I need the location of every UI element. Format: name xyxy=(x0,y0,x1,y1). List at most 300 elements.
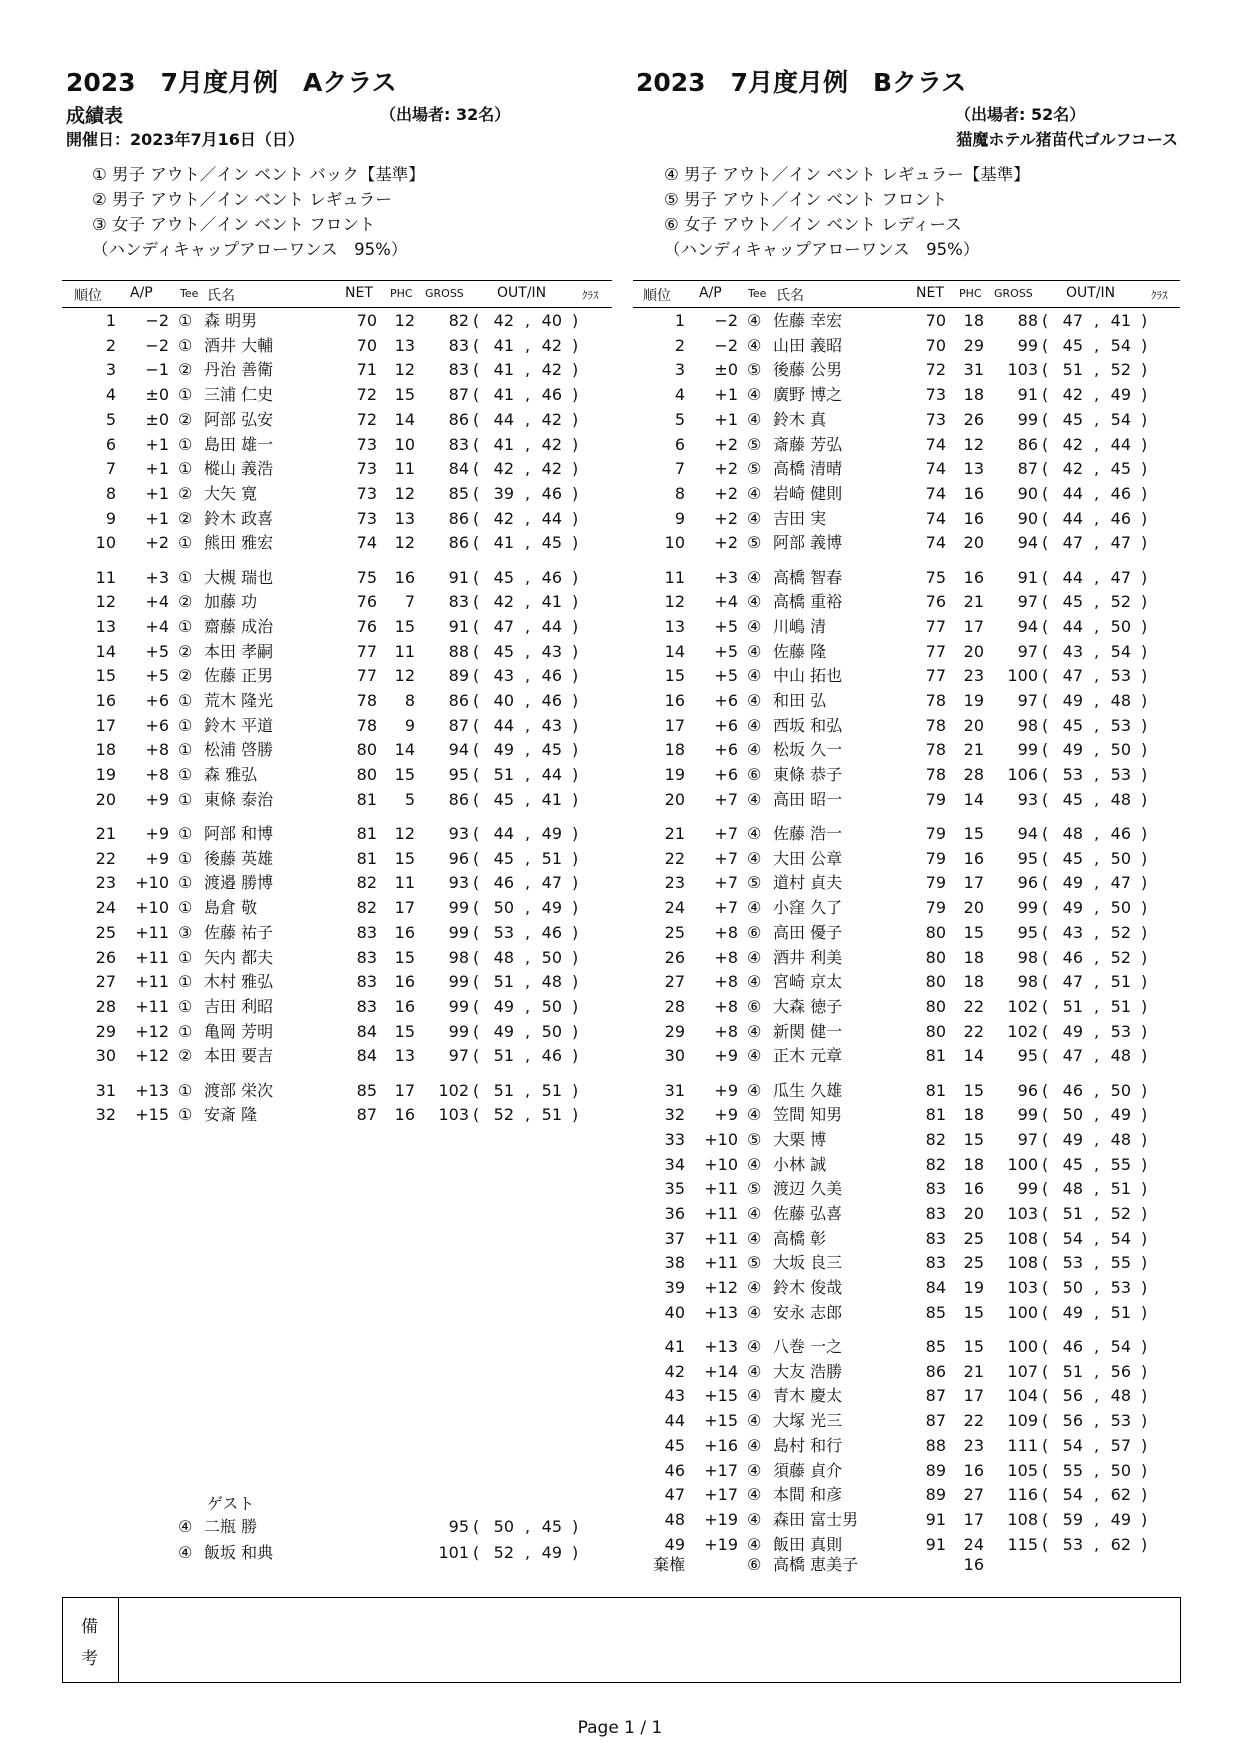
gross-cell: 94 xyxy=(1017,533,1038,553)
tee-cell: ⑤ xyxy=(747,1179,762,1199)
gross-cell: 97 xyxy=(1017,1129,1038,1149)
phc-cell: 25 xyxy=(963,1253,984,1273)
rank-cell: 20 xyxy=(664,789,685,809)
tee-cell: ④ xyxy=(747,1435,762,1455)
phc-cell: 20 xyxy=(963,715,984,735)
paren-close: ) xyxy=(1141,1361,1148,1381)
rank-cell: 37 xyxy=(664,1228,685,1248)
ap-cell: +19 xyxy=(704,1509,738,1529)
net-cell: 70 xyxy=(925,311,946,330)
ap-cell: +2 xyxy=(714,459,738,479)
name-cell: 宮崎 京太 xyxy=(773,972,843,992)
results-subtitle: 成績表 xyxy=(66,105,124,127)
name-cell: 飯田 真則 xyxy=(773,1534,843,1554)
paren-open: ( xyxy=(473,824,480,843)
rank-cell: 5 xyxy=(674,409,685,429)
ap-cell: ±0 xyxy=(714,360,738,380)
name-cell: 樅山 義浩 xyxy=(204,459,274,479)
paren-close: ) xyxy=(1141,508,1148,528)
gross-cell: 100 xyxy=(1007,1154,1038,1174)
out-cell: 54 xyxy=(1062,1435,1083,1455)
in-cell: 51 xyxy=(1110,1302,1131,1322)
name-cell: 西坂 和弘 xyxy=(773,715,843,735)
paren-close: ) xyxy=(1141,1386,1148,1406)
paren-open: ( xyxy=(473,335,480,355)
tee-cell: ④ xyxy=(747,947,762,967)
paren-open: ( xyxy=(1042,592,1049,612)
tee-cell: ④ xyxy=(747,483,762,503)
name-cell: 島倉 敬 xyxy=(204,898,258,918)
table-row xyxy=(633,848,1193,872)
net-cell: 78 xyxy=(356,715,377,735)
gross-cell: 96 xyxy=(1017,1080,1038,1100)
table-row xyxy=(62,739,622,763)
paren-close: ) xyxy=(1141,848,1148,868)
name-cell: 松坂 久一 xyxy=(773,740,843,760)
tee-cell: ① xyxy=(178,1021,193,1041)
tee-cell: ④ xyxy=(747,385,762,405)
name-cell: 佐藤 弘喜 xyxy=(773,1204,843,1223)
ap-cell: +10 xyxy=(135,873,169,893)
in-cell: 48 xyxy=(1110,691,1131,710)
phc-cell: 23 xyxy=(963,1435,984,1455)
paren-open: ( xyxy=(1042,873,1049,893)
tee-cell: ④ xyxy=(178,1517,193,1536)
rank-cell: 12 xyxy=(95,592,116,612)
net-cell: 70 xyxy=(925,335,946,355)
out-cell: 59 xyxy=(1062,1509,1083,1529)
gross-cell: 98 xyxy=(1017,715,1038,735)
in-cell: 62 xyxy=(1110,1534,1131,1554)
ap-cell: +6 xyxy=(145,691,169,710)
paren-close: ) xyxy=(572,1046,579,1066)
tee-cell: ② xyxy=(178,508,193,528)
remarks-label-char-1: 備 xyxy=(81,1617,98,1637)
name-cell: 和田 弘 xyxy=(773,691,827,710)
name-cell: 道村 貞夫 xyxy=(773,873,843,893)
in-cell: 45 xyxy=(541,533,562,553)
table-row xyxy=(633,872,1193,896)
phc-cell: 7 xyxy=(404,592,415,612)
gross-cell: 115 xyxy=(1007,1534,1038,1554)
name-cell: 大槻 瑞也 xyxy=(204,567,274,587)
paren-open: ( xyxy=(1042,335,1049,355)
paren-open: ( xyxy=(473,311,480,330)
in-cell: 46 xyxy=(541,1046,562,1066)
a-table-top-rule xyxy=(62,280,612,281)
comma: , xyxy=(525,434,531,454)
gross-cell: 97 xyxy=(1017,592,1038,612)
name-cell: 東條 泰治 xyxy=(204,789,274,809)
ap-cell: +1 xyxy=(145,508,169,528)
gross-cell: 99 xyxy=(448,922,469,942)
ap-cell: +2 xyxy=(145,533,169,553)
net-cell: 74 xyxy=(925,483,946,503)
phc-cell: 15 xyxy=(963,1337,984,1356)
net-cell: 78 xyxy=(925,691,946,710)
comma: , xyxy=(1094,996,1100,1016)
comma: , xyxy=(525,641,531,661)
net-cell: 74 xyxy=(925,434,946,454)
tee-cell: ② xyxy=(178,641,193,661)
in-cell: 50 xyxy=(541,947,562,967)
paren-close: ) xyxy=(572,715,579,735)
in-cell: 50 xyxy=(1110,1460,1131,1480)
tee-cell: ① xyxy=(178,567,193,587)
paren-close: ) xyxy=(572,898,579,918)
paren-open: ( xyxy=(1042,1278,1049,1298)
tee-cell: ④ xyxy=(747,1411,762,1431)
rank-cell: 36 xyxy=(664,1204,685,1223)
gross-cell: 90 xyxy=(1017,508,1038,528)
rank-cell: 19 xyxy=(664,765,685,785)
paren-close: ) xyxy=(1141,1411,1148,1431)
comma: , xyxy=(1094,1361,1100,1381)
paren-close: ) xyxy=(1141,1105,1148,1125)
comma: , xyxy=(1094,533,1100,553)
in-cell: 49 xyxy=(1110,1105,1131,1125)
out-cell: 44 xyxy=(1062,483,1083,503)
name-cell: 矢内 都夫 xyxy=(204,947,274,967)
table-row xyxy=(633,665,1193,689)
rank-cell: 29 xyxy=(664,1021,685,1041)
comma: , xyxy=(525,360,531,380)
ap-cell: +4 xyxy=(714,592,738,612)
rank-cell: 9 xyxy=(105,508,116,528)
comma: , xyxy=(525,1021,531,1041)
net-cell: 73 xyxy=(356,434,377,454)
phc-header: PHC xyxy=(390,287,413,300)
table-row xyxy=(633,789,1193,813)
name-cell: 渡部 栄次 xyxy=(204,1080,274,1100)
gross-cell: 99 xyxy=(1017,409,1038,429)
paren-close: ) xyxy=(1141,824,1148,843)
name-cell: 阿部 義博 xyxy=(773,533,843,553)
comma: , xyxy=(1094,715,1100,735)
table-row xyxy=(633,1104,1193,1128)
gross-cell: 86 xyxy=(448,789,469,809)
paren-open: ( xyxy=(1042,898,1049,918)
gross-cell: 93 xyxy=(1017,789,1038,809)
ap-cell: +6 xyxy=(714,691,738,710)
out-cell: 49 xyxy=(493,996,514,1016)
tee-cell: ⑥ xyxy=(747,922,762,942)
paren-open: ( xyxy=(1042,567,1049,587)
table-row xyxy=(633,1554,1193,1578)
ap-cell: +4 xyxy=(145,616,169,636)
rank-cell: 29 xyxy=(95,1021,116,1041)
table-row xyxy=(62,384,622,408)
paren-open: ( xyxy=(1042,1509,1049,1529)
phc-cell: 5 xyxy=(404,789,415,809)
paren-open: ( xyxy=(473,1021,480,1041)
rank-cell: 6 xyxy=(105,434,116,454)
a-tee-3: ③ 女子 アウト／イン ベント フロント xyxy=(92,215,376,234)
phc-cell: 12 xyxy=(394,360,415,380)
b-class-participants: （出場者: 52名） xyxy=(955,105,1086,124)
net-cell: 72 xyxy=(356,409,377,429)
out-cell: 49 xyxy=(1062,1302,1083,1322)
paren-close: ) xyxy=(1141,409,1148,429)
comma: , xyxy=(525,508,531,528)
gross-header: GROSS xyxy=(425,287,464,300)
rank-cell: 31 xyxy=(664,1080,685,1100)
a-tee-2: ② 男子 アウト／イン ベント レギュラー xyxy=(92,190,392,209)
paren-close: ) xyxy=(572,824,579,843)
tee-cell: ④ xyxy=(747,740,762,760)
name-cell: 酒井 利美 xyxy=(773,947,843,967)
paren-close: ) xyxy=(1141,1129,1148,1149)
out-cell: 45 xyxy=(493,567,514,587)
rank-cell: 16 xyxy=(95,691,116,710)
net-cell: 79 xyxy=(925,789,946,809)
gross-cell: 97 xyxy=(1017,691,1038,710)
ap-cell: +7 xyxy=(714,789,738,809)
rank-cell: 2 xyxy=(674,335,685,355)
paren-open: ( xyxy=(473,715,480,735)
paren-close: ) xyxy=(572,641,579,661)
net-cell: 74 xyxy=(925,459,946,479)
net-cell: 79 xyxy=(925,898,946,918)
name-cell: 吉田 利昭 xyxy=(204,996,274,1016)
comma: , xyxy=(525,691,531,710)
table-row xyxy=(633,715,1193,739)
name-cell: 小林 誠 xyxy=(773,1154,827,1174)
out-cell: 51 xyxy=(493,1046,514,1066)
gross-cell: 93 xyxy=(448,824,469,843)
rank-cell: 24 xyxy=(95,898,116,918)
rank-cell: 3 xyxy=(105,360,116,380)
phc-cell: 13 xyxy=(963,459,984,479)
tee-cell: ② xyxy=(178,409,193,429)
table-row xyxy=(633,1203,1193,1227)
name-cell: 川嶋 清 xyxy=(773,616,827,636)
table-row xyxy=(633,947,1193,971)
out-cell: 51 xyxy=(493,1080,514,1100)
in-cell: 48 xyxy=(1110,1046,1131,1066)
comma: , xyxy=(1094,1105,1100,1125)
rank-cell: 39 xyxy=(664,1278,685,1298)
paren-close: ) xyxy=(1141,1154,1148,1174)
net-cell: 78 xyxy=(356,691,377,710)
gross-cell: 96 xyxy=(1017,873,1038,893)
name-header: 氏名 xyxy=(776,288,804,304)
paren-close: ) xyxy=(572,740,579,760)
paren-open: ( xyxy=(473,765,480,785)
in-cell: 48 xyxy=(541,972,562,992)
in-cell: 49 xyxy=(541,898,562,918)
net-cell: 82 xyxy=(356,898,377,918)
comma: , xyxy=(525,898,531,918)
phc-cell: 24 xyxy=(963,1534,984,1554)
net-cell: 82 xyxy=(925,1129,946,1149)
paren-open: ( xyxy=(473,1542,480,1562)
net-cell: 80 xyxy=(925,922,946,942)
net-cell: 70 xyxy=(356,311,377,330)
comma: , xyxy=(1094,1435,1100,1455)
table-row xyxy=(633,409,1193,433)
paren-open: ( xyxy=(1042,385,1049,405)
out-cell: 45 xyxy=(1062,409,1083,429)
gross-cell: 101 xyxy=(438,1542,469,1562)
ap-cell: +5 xyxy=(714,616,738,636)
out-cell: 47 xyxy=(1062,666,1083,686)
paren-open: ( xyxy=(1042,1129,1049,1149)
net-cell: 81 xyxy=(356,824,377,843)
table-row xyxy=(633,1021,1193,1045)
net-cell: 76 xyxy=(356,616,377,636)
gross-cell: 99 xyxy=(1017,1179,1038,1199)
rank-cell: 23 xyxy=(95,873,116,893)
a-allowance: （ハンディキャップアローワンス 95%） xyxy=(92,240,408,259)
ap-cell: +1 xyxy=(145,459,169,479)
paren-open: ( xyxy=(473,898,480,918)
rank-cell: 2 xyxy=(105,335,116,355)
comma: , xyxy=(1094,691,1100,710)
table-row xyxy=(633,434,1193,458)
net-cell: 75 xyxy=(356,567,377,587)
out-cell: 53 xyxy=(1062,1253,1083,1273)
a-class-participants: （出場者: 32名） xyxy=(380,105,511,124)
tee-cell: ① xyxy=(178,616,193,636)
name-cell: 丹治 善衛 xyxy=(204,360,274,380)
in-cell: 47 xyxy=(1110,873,1131,893)
tee-cell: ① xyxy=(178,765,193,785)
phc-cell: 8 xyxy=(404,691,415,710)
out-cell: 49 xyxy=(1062,691,1083,710)
paren-open: ( xyxy=(1042,1179,1049,1199)
ap-cell: +17 xyxy=(704,1485,738,1505)
paren-close: ) xyxy=(572,789,579,809)
rank-cell: 47 xyxy=(664,1485,685,1505)
ap-cell: +9 xyxy=(145,789,169,809)
in-cell: 49 xyxy=(1110,385,1131,405)
ap-cell: −1 xyxy=(145,360,169,380)
table-row xyxy=(62,335,622,359)
table-row xyxy=(633,1460,1193,1484)
ap-cell: +11 xyxy=(135,922,169,942)
tee-cell: ④ xyxy=(747,1046,762,1066)
comma: , xyxy=(1094,385,1100,405)
net-cell: 87 xyxy=(925,1386,946,1406)
out-cell: 42 xyxy=(493,508,514,528)
paren-close: ) xyxy=(1141,1460,1148,1480)
net-cell: 76 xyxy=(356,592,377,612)
out-cell: 47 xyxy=(1062,311,1083,330)
paren-open: ( xyxy=(473,616,480,636)
tee-cell: ④ xyxy=(747,691,762,710)
tee-cell: ⑥ xyxy=(747,1555,762,1575)
comma: , xyxy=(1094,824,1100,843)
ap-cell: +9 xyxy=(145,824,169,843)
paren-close: ) xyxy=(1141,459,1148,479)
phc-cell: 15 xyxy=(394,616,415,636)
gross-cell: 108 xyxy=(1007,1253,1038,1273)
phc-cell: 17 xyxy=(394,1080,415,1100)
net-cell: 80 xyxy=(925,996,946,1016)
table-row xyxy=(633,359,1193,383)
table-row xyxy=(633,335,1193,359)
paren-close: ) xyxy=(1141,922,1148,942)
out-cell: 56 xyxy=(1062,1411,1083,1431)
gross-cell: 95 xyxy=(1017,922,1038,942)
tee-cell: ④ xyxy=(747,592,762,612)
rank-cell: 46 xyxy=(664,1460,685,1480)
gross-cell: 96 xyxy=(448,848,469,868)
gross-cell: 100 xyxy=(1007,1302,1038,1322)
paren-open: ( xyxy=(1042,715,1049,735)
phc-cell: 16 xyxy=(394,996,415,1016)
name-cell: 佐藤 祐子 xyxy=(204,922,274,942)
net-cell: 74 xyxy=(356,533,377,553)
paren-open: ( xyxy=(1042,765,1049,785)
ap-cell: +13 xyxy=(704,1302,738,1322)
gross-cell: 94 xyxy=(1017,824,1038,843)
ap-cell: +9 xyxy=(714,1105,738,1125)
comma: , xyxy=(525,483,531,503)
comma: , xyxy=(1094,1154,1100,1174)
name-cell: 阿部 弘安 xyxy=(204,409,274,429)
in-cell: 42 xyxy=(541,335,562,355)
gross-cell: 87 xyxy=(448,385,469,405)
out-cell: 41 xyxy=(493,533,514,553)
rank-cell: 22 xyxy=(95,848,116,868)
paren-close: ) xyxy=(572,666,579,686)
ap-cell: +9 xyxy=(145,848,169,868)
in-cell: 51 xyxy=(1110,996,1131,1016)
comma: , xyxy=(1094,335,1100,355)
gross-cell: 98 xyxy=(448,947,469,967)
net-cell: 83 xyxy=(356,996,377,1016)
table-row xyxy=(62,532,622,556)
phc-cell: 23 xyxy=(963,666,984,686)
tee-cell: ④ xyxy=(747,1105,762,1125)
phc-cell: 18 xyxy=(963,1105,984,1125)
net-cell: 70 xyxy=(356,335,377,355)
rank-cell: 1 xyxy=(105,311,116,330)
in-cell: 48 xyxy=(1110,789,1131,809)
out-cell: 49 xyxy=(1062,898,1083,918)
tee-header: Tee xyxy=(180,287,199,300)
comma: , xyxy=(1094,592,1100,612)
rank-cell: 7 xyxy=(105,459,116,479)
in-cell: 50 xyxy=(1110,848,1131,868)
ap-cell: +7 xyxy=(714,824,738,843)
paren-close: ) xyxy=(572,947,579,967)
phc-cell: 13 xyxy=(394,335,415,355)
out-cell: 44 xyxy=(493,824,514,843)
in-cell: 52 xyxy=(1110,1204,1131,1223)
net-cell: 81 xyxy=(356,789,377,809)
name-cell: 大栗 博 xyxy=(773,1129,827,1149)
in-cell: 46 xyxy=(541,385,562,405)
in-cell: 48 xyxy=(1110,1386,1131,1406)
paren-close: ) xyxy=(572,848,579,868)
phc-cell: 17 xyxy=(963,1386,984,1406)
paren-close: ) xyxy=(1141,385,1148,405)
tee-cell: ⑤ xyxy=(747,360,762,380)
table-row xyxy=(62,1021,622,1045)
phc-cell: 16 xyxy=(394,567,415,587)
ap-header: A/P xyxy=(130,285,153,301)
comma: , xyxy=(1094,1302,1100,1322)
rank-cell: 4 xyxy=(105,385,116,405)
rank-cell: 24 xyxy=(664,898,685,918)
gross-cell: 107 xyxy=(1007,1361,1038,1381)
in-cell: 51 xyxy=(1110,1179,1131,1199)
rank-cell: 3 xyxy=(674,360,685,380)
out-cell: 45 xyxy=(493,848,514,868)
